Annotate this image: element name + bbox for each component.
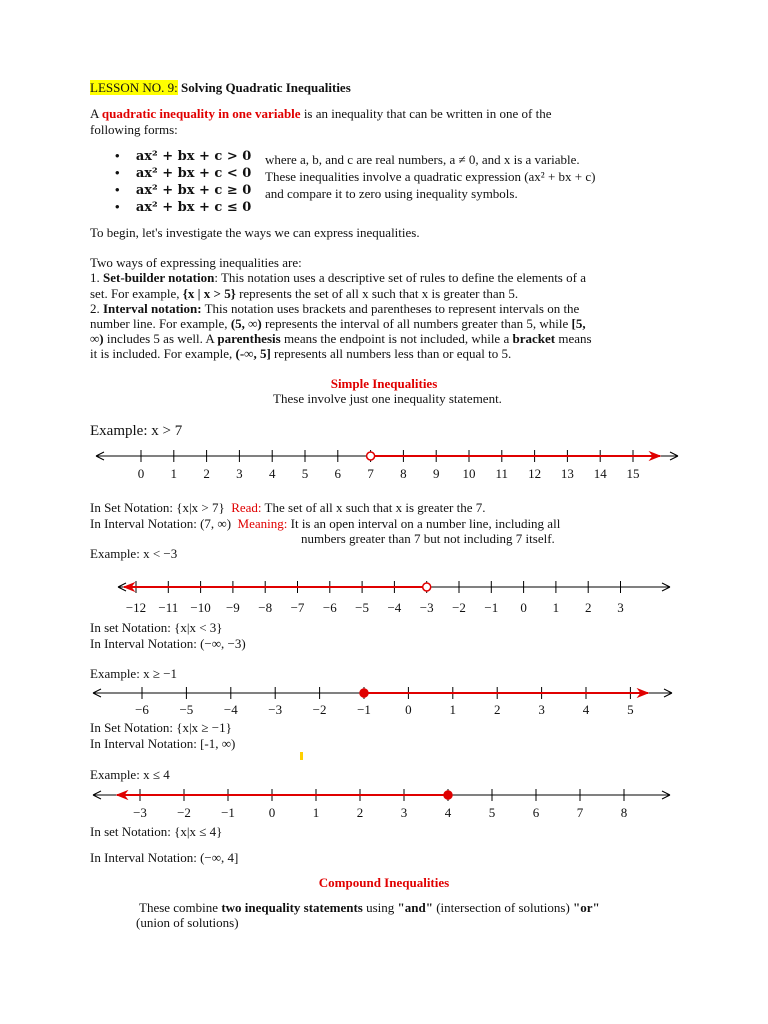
intro-line-2: following forms: (90, 122, 178, 137)
form-1: ax² + bx + c > 0 (135, 149, 252, 164)
tick-label: 2 (203, 466, 210, 481)
tick-label: 1 (552, 600, 560, 615)
tick-label: −9 (225, 600, 240, 615)
tick-label: −4 (387, 600, 402, 615)
tick-label: 6 (532, 805, 540, 820)
intro-suffix: is an inequality that can be written in one of the (300, 106, 552, 121)
ex2-label: Example: x < −3 (90, 546, 178, 561)
compound-line-1: These combine two inequality statements using "and" (intersection of solutions) "or" (139, 900, 600, 915)
forms-desc-2: These inequalities involve a quadratic expression (ax² + bx + c) (265, 169, 596, 184)
ex1-meaning-2: numbers greater than 7 but not including 7 itself. (301, 531, 555, 546)
tick-label: 11 (495, 466, 509, 481)
tick-label: −4 (223, 702, 238, 717)
tick-label: −3 (268, 702, 283, 717)
tick-label: 14 (593, 466, 607, 481)
tick-label: 3 (400, 805, 408, 820)
tick-label: −3 (133, 805, 147, 820)
tick-label: 3 (236, 466, 243, 481)
tick-label: 0 (268, 805, 276, 820)
tick-label: −2 (177, 805, 191, 820)
ways-line-2: set. For example, {x | x > 5} represents the set of all x such that x is greater than 5. (90, 286, 519, 301)
compound-title: Compound Inequalities (318, 875, 450, 890)
ex3-number-line (0, 680, 768, 722)
tick-label: 8 (400, 466, 407, 481)
closed-endpoint (444, 791, 452, 799)
tick-label: −5 (355, 600, 370, 615)
ways-line-6: it is included. For example, (-∞, 5] represents all numbers less than or equal to 5. (90, 346, 512, 361)
ex1-set: In Set Notation: {x|x > 7} Read: The set of all x such that x is greater the 7. (90, 500, 486, 515)
highlight-mark (300, 752, 303, 760)
ex4-number-line (0, 780, 768, 824)
tick-label: 2 (356, 805, 364, 820)
tick-label: 3 (617, 600, 624, 615)
lesson-title: Solving Quadratic Inequalities (181, 80, 351, 95)
tick-label: 3 (538, 702, 545, 717)
ex1-number-line (0, 440, 768, 490)
tick-label: −11 (158, 600, 179, 615)
ex2-interval: In Interval Notation: (−∞, −3) (90, 636, 246, 651)
forms-desc-1: where a, b, and c are real numbers, a ≠ 0, and x is a variable. (265, 152, 580, 167)
ex3-interval: In Interval Notation: [-1, ∞) (90, 736, 236, 751)
form-bullet-4: • ax² + bx + c ≤ 0 (115, 199, 252, 215)
tick-label: 0 (137, 466, 145, 481)
form-2: ax² + bx + c < 0 (135, 166, 252, 181)
tick-label: 0 (405, 702, 412, 717)
tick-label: −10 (190, 600, 211, 615)
ex4-label: Example: x ≤ 4 (90, 767, 170, 782)
open-endpoint (367, 452, 375, 460)
tick-label: −5 (179, 702, 194, 717)
lesson-header (90, 80, 351, 95)
tick-label: 5 (301, 466, 309, 481)
tick-label: 4 (444, 805, 452, 820)
tick-label: 4 (268, 466, 276, 481)
open-endpoint (423, 583, 431, 591)
closed-endpoint (360, 689, 368, 697)
ex4-set: In set Notation: {x|x ≤ 4} (90, 824, 223, 839)
form-bullet-3: • ax² + bx + c ≥ 0 (115, 182, 252, 198)
tick-label: 1 (312, 805, 320, 820)
ex3-label: Example: x ≥ −1 (90, 666, 178, 681)
tick-label: −6 (135, 702, 149, 717)
ways-line-5: ∞) includes 5 as well. A parenthesis means the endpoint is not included, while a bracket means (90, 331, 592, 346)
begin-text: To begin, let's investigate the ways we can express inequalities. (90, 225, 420, 240)
tick-label: −7 (290, 600, 305, 615)
simple-title: Simple Inequalities (330, 376, 438, 391)
tick-label: −8 (258, 600, 273, 615)
tick-label: 1 (449, 702, 457, 717)
tick-label: 12 (528, 466, 542, 481)
tick-label: −12 (125, 600, 147, 615)
ex1-interval: In Interval Notation: (7, ∞) Meaning: It is an open interval on a number line, including all (90, 516, 561, 531)
tick-label: 7 (367, 466, 374, 481)
form-3: ax² + bx + c ≥ 0 (135, 183, 252, 198)
ways-title: Two ways of expressing inequalities are: (90, 255, 302, 270)
tick-label: 0 (520, 600, 527, 615)
form-bullet-1: • ax² + bx + c > 0 (115, 148, 252, 164)
form-4: ax² + bx + c ≤ 0 (135, 200, 252, 215)
tick-label: 7 (576, 805, 584, 820)
forms-desc-3: and compare it to zero using inequality symbols. (265, 186, 518, 201)
tick-label: 1 (170, 466, 178, 481)
ways-line-1: 1. Set-builder notation: This notation uses a descriptive set of rules to define the elements of a (90, 270, 586, 285)
intro-prefix: A (90, 106, 102, 121)
tick-label: 13 (560, 466, 574, 481)
ex1-label: Example: x > 7 (90, 423, 183, 439)
compound-line-2: (union of solutions) (136, 915, 239, 930)
simple-subtitle: These involve just one inequality statement. (273, 391, 502, 406)
ex3-set: In Set Notation: {x|x ≥ −1} (90, 720, 232, 735)
tick-label: −1 (484, 600, 499, 615)
tick-label: 2 (493, 702, 501, 717)
tick-label: −2 (312, 702, 327, 717)
form-bullet-2: • ax² + bx + c < 0 (115, 165, 252, 181)
intro-line-1 (90, 106, 551, 121)
ex2-number-line (0, 574, 768, 618)
tick-label: −1 (357, 702, 371, 717)
ways-line-4: number line. For example, (5, ∞) represents the interval of all numbers greater than 5, while [5, (90, 316, 586, 331)
tick-label: −3 (419, 600, 434, 615)
tick-label: 4 (582, 702, 590, 717)
ex4-interval: In Interval Notation: (−∞, 4] (90, 850, 239, 865)
tick-label: −1 (221, 805, 235, 820)
tick-label: 6 (334, 466, 342, 481)
tick-label: 15 (626, 466, 640, 481)
tick-label: 9 (432, 466, 440, 481)
ex2-set: In set Notation: {x|x < 3} (90, 620, 223, 635)
tick-label: 5 (488, 805, 496, 820)
tick-label: 10 (462, 466, 476, 481)
tick-label: 5 (627, 702, 634, 717)
tick-label: −2 (452, 600, 466, 615)
intro-term: quadratic inequality in one variable (101, 106, 301, 121)
ways-line-3: 2. Interval notation: This notation uses brackets and parentheses to represent intervals on the (90, 301, 580, 316)
tick-label: 8 (620, 805, 628, 820)
tick-label: 2 (584, 600, 592, 615)
tick-label: −6 (322, 600, 337, 615)
lesson-label: LESSON NO. 9: (90, 80, 178, 95)
